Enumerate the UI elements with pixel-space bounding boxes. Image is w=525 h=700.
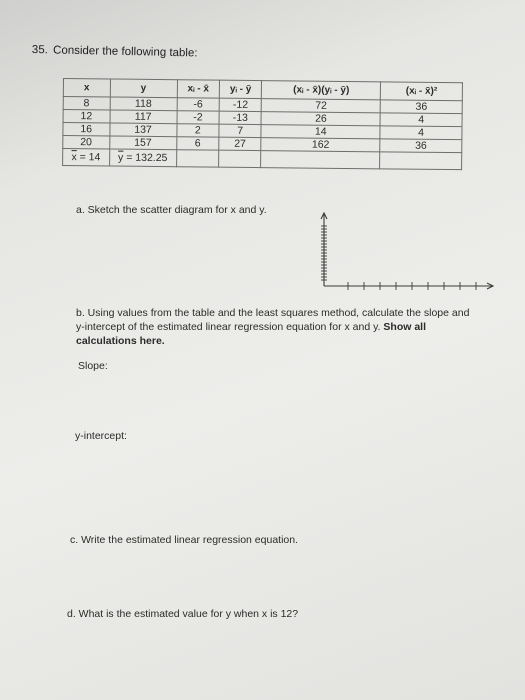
part-b-prompt bbox=[76, 306, 481, 348]
header-y: y bbox=[110, 79, 177, 98]
x-mean: $\overline{x} = 14$ bbox=[63, 149, 110, 166]
cell-x-deviation: -2 bbox=[177, 111, 220, 124]
y-intercept-label: y-intercept: bbox=[75, 430, 127, 442]
part-a-prompt: a. Sketch the scatter diagram for x and y. bbox=[76, 204, 267, 216]
header-x-squared: (xᵢ - x̄)² bbox=[381, 82, 463, 101]
cell-y-deviation: -12 bbox=[219, 98, 262, 111]
header-x: x bbox=[63, 79, 110, 97]
cell-product: 72 bbox=[262, 99, 381, 113]
cell-x-deviation: 6 bbox=[176, 137, 219, 150]
mean-symbol: $\overline{y}$ bbox=[118, 151, 124, 164]
data-table-wrapper bbox=[62, 78, 463, 190]
cell-product: 14 bbox=[261, 125, 380, 139]
cell-x-squared: 36 bbox=[380, 100, 462, 114]
cell-y: 137 bbox=[109, 123, 176, 137]
question-title bbox=[32, 44, 198, 59]
empty-cell bbox=[261, 151, 380, 169]
empty-cell bbox=[176, 150, 219, 167]
cell-product: 26 bbox=[261, 112, 380, 126]
cell-x: 8 bbox=[63, 97, 110, 110]
cell-x-deviation: 2 bbox=[177, 124, 220, 137]
part-b-text: b. Using values from the table and the least squares method, calculate the slope and y-intercept of the estimated linear regression equation for x and y. bbox=[76, 307, 470, 333]
part-d-prompt: d. What is the estimated value for y when x is 12? bbox=[67, 608, 299, 620]
cell-x-deviation: -6 bbox=[177, 98, 220, 111]
cell-x-squared: 4 bbox=[380, 126, 462, 140]
data-table bbox=[62, 78, 463, 170]
part-c-prompt: c. Write the estimated linear regression equation. bbox=[70, 534, 299, 546]
empty-cell bbox=[219, 150, 262, 167]
slope-label: Slope: bbox=[78, 360, 108, 372]
cell-x-squared: 4 bbox=[380, 113, 462, 127]
cell-y: 118 bbox=[110, 97, 177, 111]
header-x-deviation: xᵢ - x̄ bbox=[177, 80, 220, 98]
cell-y-deviation: 27 bbox=[219, 137, 262, 150]
cell-x-squared: 36 bbox=[380, 139, 462, 153]
cell-y: 157 bbox=[109, 136, 176, 150]
cell-x: 20 bbox=[63, 136, 110, 149]
header-y-deviation: yᵢ - ȳ bbox=[219, 80, 262, 98]
table-footer-row bbox=[63, 149, 462, 170]
cell-y: 117 bbox=[110, 110, 177, 124]
empty-cell bbox=[380, 152, 462, 170]
cell-y-deviation: 7 bbox=[219, 124, 262, 137]
cell-x: 16 bbox=[63, 123, 110, 136]
question-intro: Consider the following table: bbox=[52, 44, 198, 60]
cell-y-deviation: -13 bbox=[219, 111, 262, 124]
part-b-instruction: Show all calculations here. bbox=[76, 321, 426, 347]
blank-scatter-axes bbox=[312, 210, 502, 302]
cell-x: 12 bbox=[63, 110, 110, 123]
cell-product: 162 bbox=[261, 138, 380, 152]
question-number: 35. bbox=[31, 44, 48, 57]
mean-symbol: $\overline{x}$ bbox=[71, 150, 77, 163]
y-mean: $\overline{y} = 132.25$ bbox=[109, 149, 176, 167]
header-product: (xᵢ - x̄)(yᵢ - ȳ) bbox=[262, 81, 381, 100]
